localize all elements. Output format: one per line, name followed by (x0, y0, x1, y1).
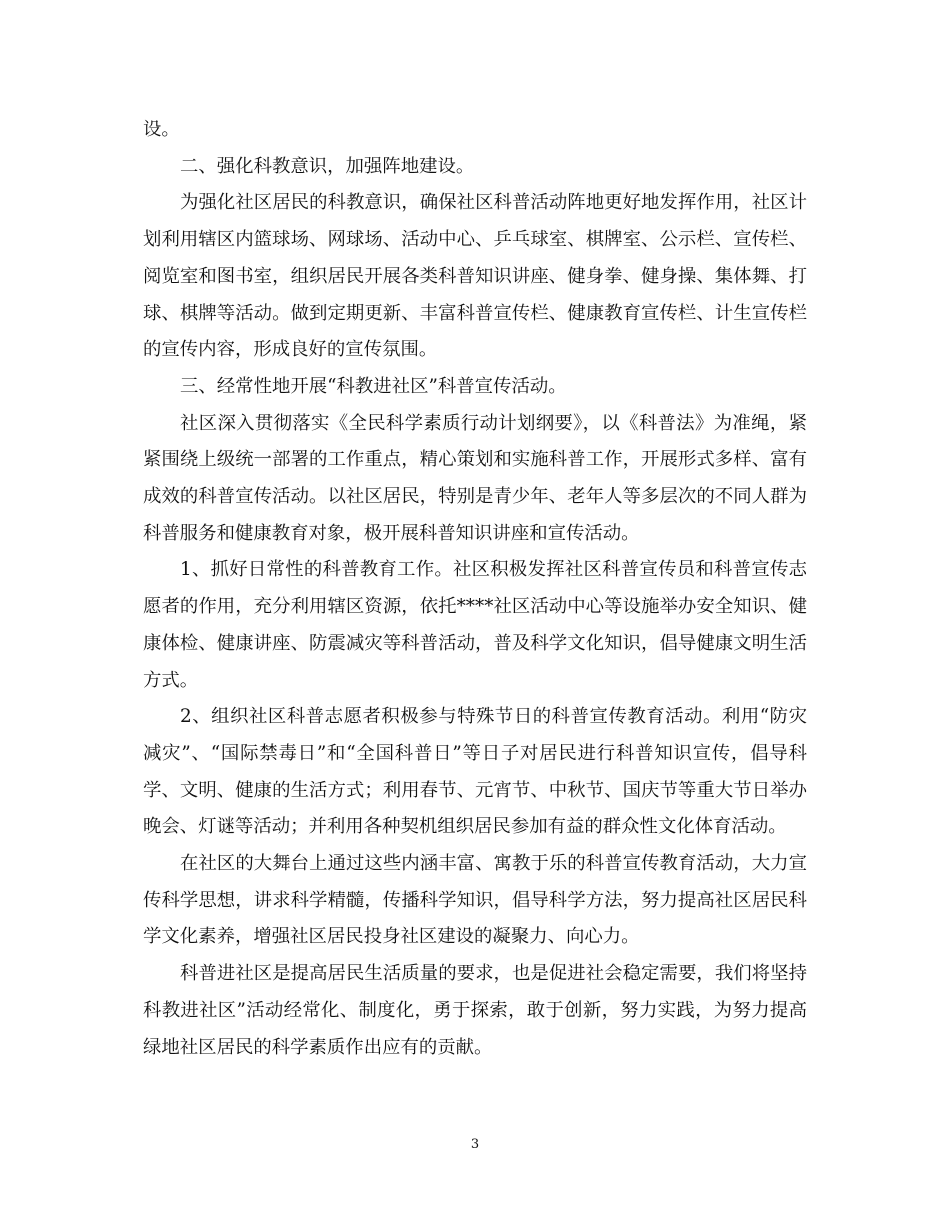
paragraph-item-2: 2、组织社区科普志愿者积极参与特殊节日的科普宣传教育活动。利用“防灾减灾”、“国际禁毒日”和“全国科普日”等日子对居民进行科普知识宣传，倡导科学、文明、健康的生活方式；利用春节、元宵节、中秋节、国庆节等重大节日举办晚会、灯谜等活动；并利用各种契机组织居民参加有益的群众性文化体育活动。 (143, 706, 807, 838)
paragraph-science-awareness: 为强化社区居民的科教意识，确保社区科普活动阵地更好地发挥作用，社区计划利用辖区内篮球场、网球场、活动中心、乒乓球室、棋牌室、公示栏、宣传栏、阅览室和图书室，组织居民开展各类科普知识讲座、健身拳、健身操、集体舞、打球、棋牌等活动。做到定期更新、丰富科普宣传栏、健康教育宣传栏、计生宣传栏的宣传内容，形成良好的宣传氛围。 (143, 192, 807, 361)
section-heading-3: 三、经常性地开展“科教进社区”科普宣传活动。 (180, 375, 567, 397)
section-heading-2: 二、强化科教意识，加强阵地建设。 (180, 155, 475, 177)
paragraph-conclusion: 科普进社区是提高居民生活质量的要求，也是促进社会稳定需要，我们将坚持科教进社区”活动经常化、制度化，勇于探索，敢于创新，努力实践，为努力提高绿地社区居民的科学素质作出应有的贡献。 (143, 963, 807, 1058)
paragraph-stage: 在社区的大舞台上通过这些内涵丰富、寓教于乐的科普宣传教育活动，大力宣传科学思想，讲求科学精髓，传播科学知识，倡导科学方法，努力提高社区居民科学文化素养，增强社区居民投身社区建设的凝聚力、向心力。 (143, 853, 807, 948)
document-body (143, 112, 807, 1066)
page-number: 3 (470, 1137, 480, 1152)
paragraph-implementation: 社区深入贯彻落实《全民科学素质行动计划纲要》，以《科普法》为准绳，紧紧围绕上级统一部署的工作重点，精心策划和实施科普工作，开展形式多样、富有成效的科普宣传活动。以社区居民，特别是青少年、老年人等多层次的不同人群为科普服务和健康教育对象，极开展科普知识讲座和宣传活动。 (143, 412, 807, 544)
paragraph-continuation: 设。 (143, 119, 180, 140)
paragraph-item-1: 1、抓好日常性的科普教育工作。社区积极发挥社区科普宣传员和科普宣传志愿者的作用，充分利用辖区资源，依托****社区活动中心等设施举办安全知识、健康体检、健康讲座、防震减灾等科普活动，普及科学文化知识，倡导健康文明生活方式。 (143, 559, 807, 691)
